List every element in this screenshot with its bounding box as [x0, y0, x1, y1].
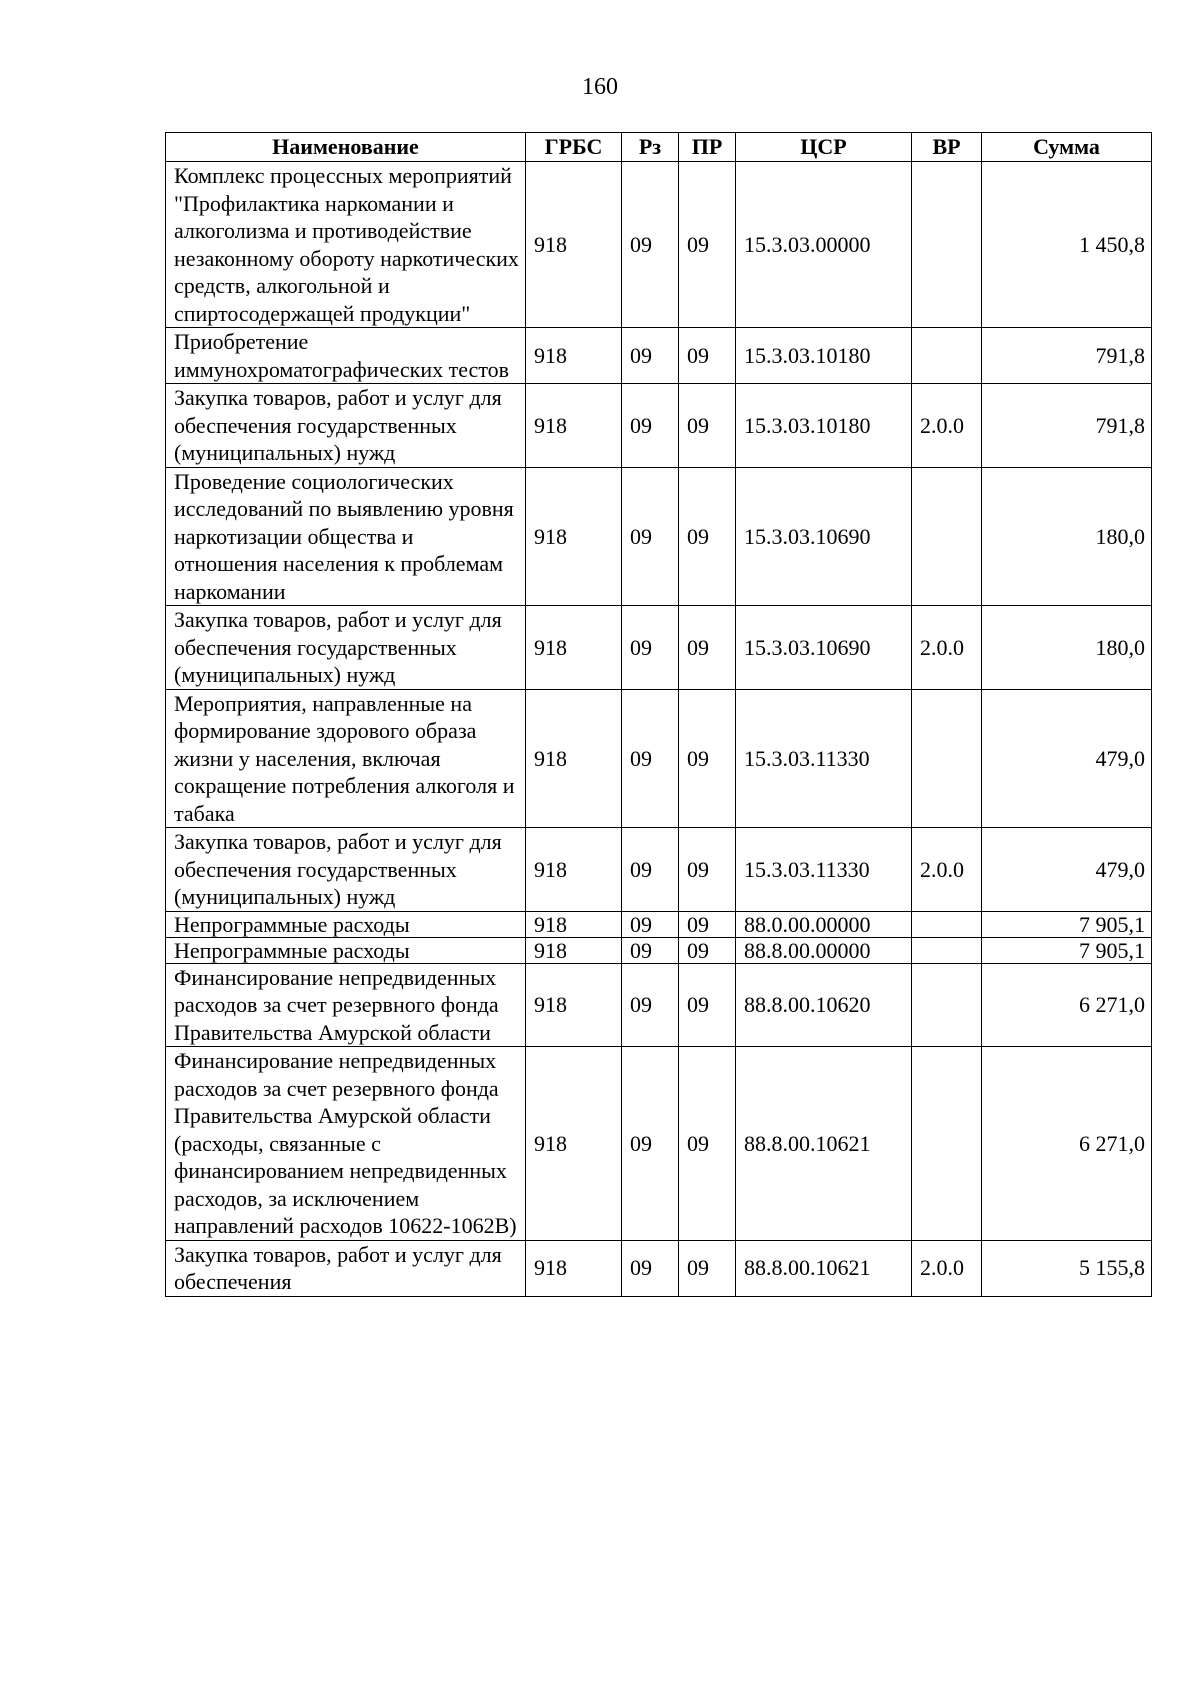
cell-vr	[912, 1047, 982, 1241]
cell-rz: 09	[622, 828, 679, 912]
header-name: Наименование	[166, 133, 526, 162]
cell-sum: 7 905,1	[982, 937, 1152, 963]
cell-csr: 88.0.00.00000	[736, 911, 912, 937]
cell-csr: 15.3.03.11330	[736, 828, 912, 912]
cell-grbs: 918	[526, 963, 622, 1047]
cell-csr: 88.8.00.10621	[736, 1240, 912, 1296]
cell-sum: 479,0	[982, 828, 1152, 912]
cell-rz: 09	[622, 606, 679, 690]
cell-name: Закупка товаров, работ и услуг для обеспечения государственных (муниципальных) нужд	[166, 606, 526, 690]
table-row	[166, 1240, 1152, 1296]
cell-rz: 09	[622, 911, 679, 937]
cell-pr: 09	[679, 467, 736, 606]
cell-name: Мероприятия, направленные на формирование здорового образа жизни у населения, включая сокращение потребления алкоголя и табака	[166, 689, 526, 828]
cell-grbs: 918	[526, 384, 622, 468]
table-row	[166, 963, 1152, 1047]
cell-pr: 09	[679, 689, 736, 828]
cell-grbs: 918	[526, 1240, 622, 1296]
cell-pr: 09	[679, 162, 736, 328]
header-grbs: ГРБС	[526, 133, 622, 162]
cell-pr: 09	[679, 384, 736, 468]
cell-name: Финансирование непредвиденных расходов за счет резервного фонда Правительства Амурской области	[166, 963, 526, 1047]
cell-csr: 15.3.03.10690	[736, 606, 912, 690]
table-row	[166, 606, 1152, 690]
cell-vr: 2.0.0	[912, 606, 982, 690]
cell-grbs: 918	[526, 911, 622, 937]
table-row	[166, 937, 1152, 963]
cell-sum: 5 155,8	[982, 1240, 1152, 1296]
cell-vr: 2.0.0	[912, 384, 982, 468]
cell-vr	[912, 328, 982, 384]
cell-sum: 6 271,0	[982, 963, 1152, 1047]
cell-grbs: 918	[526, 467, 622, 606]
cell-rz: 09	[622, 689, 679, 828]
cell-pr: 09	[679, 328, 736, 384]
cell-vr	[912, 963, 982, 1047]
table-row	[166, 384, 1152, 468]
cell-sum: 479,0	[982, 689, 1152, 828]
cell-pr: 09	[679, 937, 736, 963]
cell-vr: 2.0.0	[912, 828, 982, 912]
cell-sum: 1 450,8	[982, 162, 1152, 328]
cell-csr: 15.3.03.10690	[736, 467, 912, 606]
cell-name: Закупка товаров, работ и услуг для обеспечения государственных (муниципальных) нужд	[166, 384, 526, 468]
cell-pr: 09	[679, 1240, 736, 1296]
cell-pr: 09	[679, 828, 736, 912]
header-sum: Сумма	[982, 133, 1152, 162]
cell-sum: 791,8	[982, 328, 1152, 384]
cell-rz: 09	[622, 162, 679, 328]
cell-vr	[912, 911, 982, 937]
cell-csr: 15.3.03.11330	[736, 689, 912, 828]
cell-rz: 09	[622, 963, 679, 1047]
cell-name: Приобретение иммунохроматографических тестов	[166, 328, 526, 384]
cell-rz: 09	[622, 467, 679, 606]
cell-name: Непрограммные расходы	[166, 937, 526, 963]
cell-csr: 15.3.03.00000	[736, 162, 912, 328]
cell-sum: 180,0	[982, 467, 1152, 606]
header-csr: ЦСР	[736, 133, 912, 162]
table-row	[166, 162, 1152, 328]
cell-name: Проведение социологических исследований по выявлению уровня наркотизации общества и отношения населения к проблемам наркомании	[166, 467, 526, 606]
cell-vr: 2.0.0	[912, 1240, 982, 1296]
cell-pr: 09	[679, 1047, 736, 1241]
header-rz: Рз	[622, 133, 679, 162]
table-row	[166, 1047, 1152, 1241]
table-row	[166, 911, 1152, 937]
cell-vr	[912, 689, 982, 828]
cell-sum: 6 271,0	[982, 1047, 1152, 1241]
cell-grbs: 918	[526, 606, 622, 690]
cell-rz: 09	[622, 384, 679, 468]
budget-table	[165, 132, 1152, 1297]
cell-pr: 09	[679, 911, 736, 937]
cell-csr: 15.3.03.10180	[736, 328, 912, 384]
header-vr: ВР	[912, 133, 982, 162]
cell-name: Финансирование непредвиденных расходов за счет резервного фонда Правительства Амурской области (расходы, связанные с финансированием непредвиденных расходов, за исключением направлений расходов 10622-1062В)	[166, 1047, 526, 1241]
cell-rz: 09	[622, 1047, 679, 1241]
page-number: 160	[582, 74, 618, 100]
cell-rz: 09	[622, 328, 679, 384]
cell-csr: 88.8.00.10621	[736, 1047, 912, 1241]
header-pr: ПР	[679, 133, 736, 162]
table-row	[166, 828, 1152, 912]
cell-vr	[912, 937, 982, 963]
cell-name: Закупка товаров, работ и услуг для обеспечения	[166, 1240, 526, 1296]
cell-name: Закупка товаров, работ и услуг для обеспечения государственных (муниципальных) нужд	[166, 828, 526, 912]
cell-sum: 791,8	[982, 384, 1152, 468]
cell-grbs: 918	[526, 328, 622, 384]
cell-name: Комплекс процессных мероприятий "Профилактика наркомании и алкоголизма и противодействие незаконному обороту наркотических средств, алкогольной и спиртосодержащей продукции"	[166, 162, 526, 328]
cell-name: Непрограммные расходы	[166, 911, 526, 937]
cell-rz: 09	[622, 937, 679, 963]
cell-sum: 180,0	[982, 606, 1152, 690]
header-row	[166, 133, 1152, 162]
cell-csr: 15.3.03.10180	[736, 384, 912, 468]
table-row	[166, 689, 1152, 828]
cell-pr: 09	[679, 963, 736, 1047]
cell-vr	[912, 467, 982, 606]
cell-vr	[912, 162, 982, 328]
cell-grbs: 918	[526, 162, 622, 328]
cell-csr: 88.8.00.00000	[736, 937, 912, 963]
table-row	[166, 467, 1152, 606]
cell-grbs: 918	[526, 828, 622, 912]
cell-grbs: 918	[526, 937, 622, 963]
cell-rz: 09	[622, 1240, 679, 1296]
cell-grbs: 918	[526, 1047, 622, 1241]
cell-csr: 88.8.00.10620	[736, 963, 912, 1047]
cell-pr: 09	[679, 606, 736, 690]
cell-grbs: 918	[526, 689, 622, 828]
table-row	[166, 328, 1152, 384]
cell-sum: 7 905,1	[982, 911, 1152, 937]
